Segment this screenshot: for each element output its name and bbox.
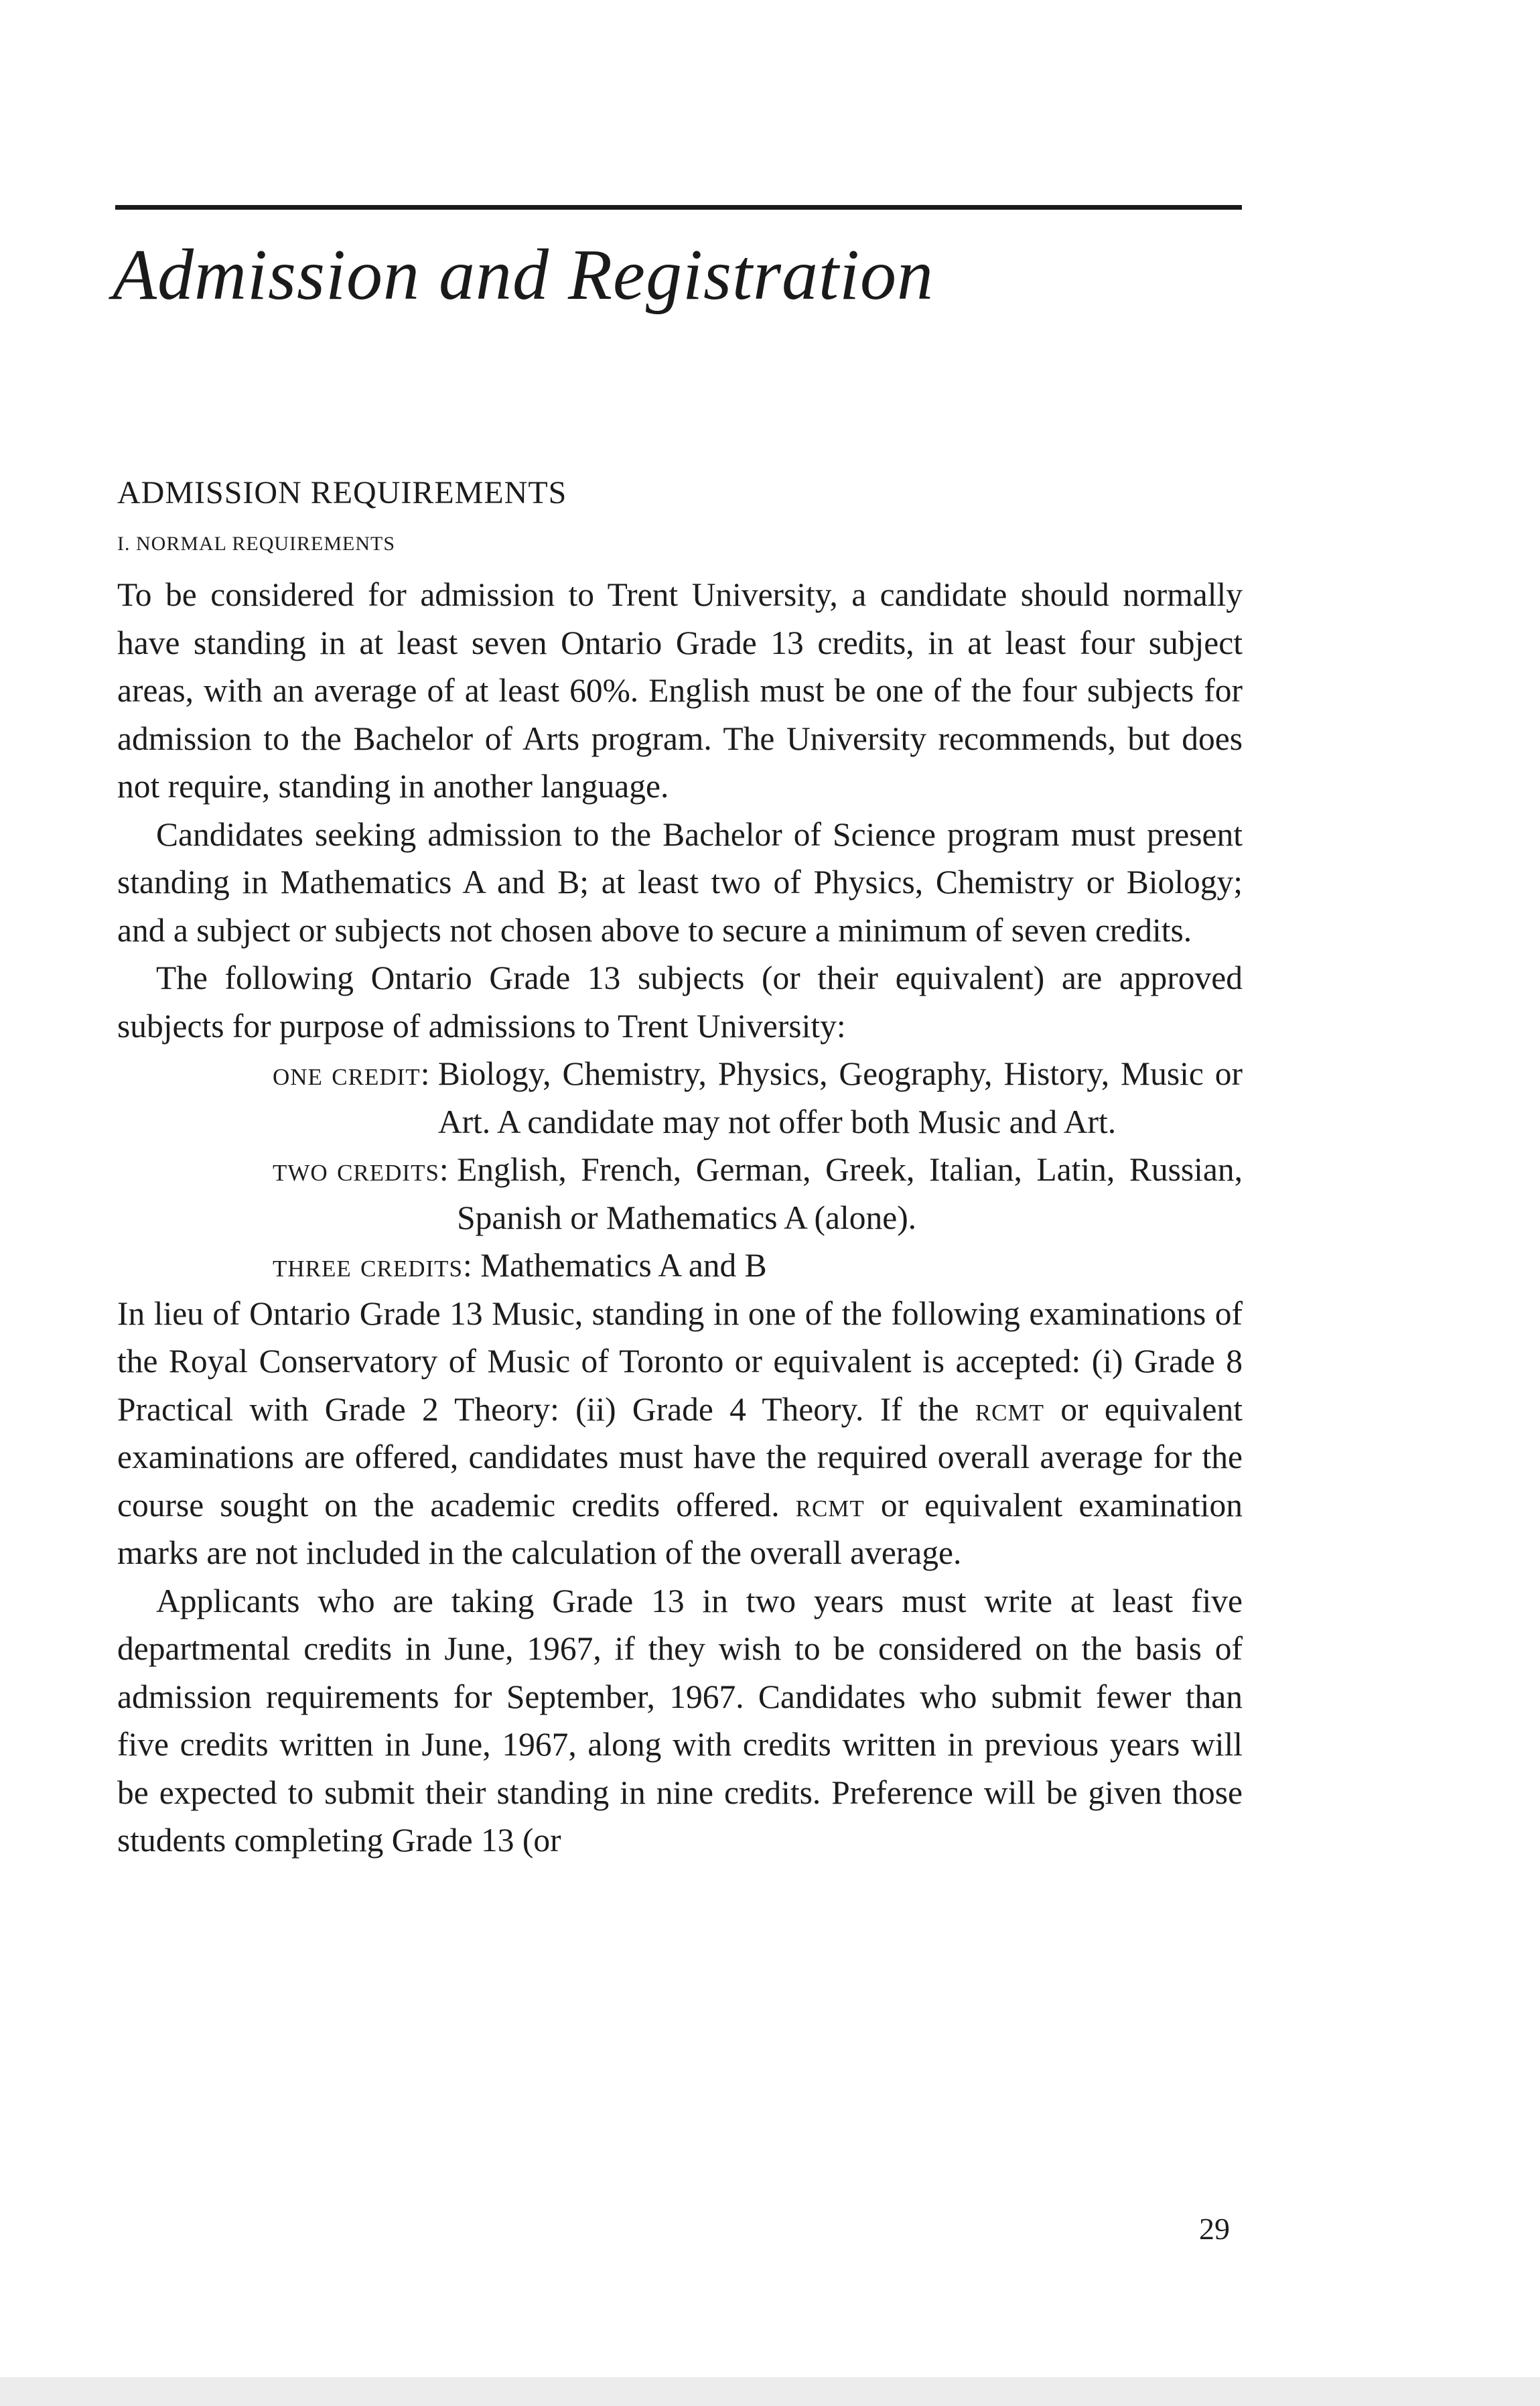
title-rule: [115, 205, 1242, 210]
credit-label-one: one credit: [273, 1055, 421, 1092]
body-text: [117, 571, 1243, 1865]
paragraph-two-year-applicants: Applicants who are taking Grade 13 in two years must write at least five departmental credits in June, 1967, if they wish to be considered on the basis of admission requirements for September, 1967. Candidates who submit fewer than five credits written in June, 1967, along with credits written in previous years will be expected to submit their standing in nine credits. Preference will be given those students completing Grade 13 (or: [117, 1582, 1243, 1859]
paragraph-approved-subjects: The following Ontario Grade 13 subjects (or their equivalent) are approved subjects for purpose of admissions to Trent University:: [117, 959, 1243, 1045]
scan-edge-strip: [0, 2377, 1540, 2406]
page-number: 29: [1199, 2212, 1230, 2246]
chapter-title: Admission and Registration: [113, 235, 934, 315]
section-heading: ADMISSION REQUIREMENTS: [117, 475, 567, 511]
rcmt-abbrev: rcmt: [975, 1390, 1044, 1428]
credit-label-three: three credits: [273, 1247, 463, 1284]
credit-item-two: two credits: English, French, German, Greek, Italian, Latin, Russian, Spanish or Mathematics A (alone).: [117, 1146, 1243, 1242]
subsection-heading: I. NORMAL REQUIREMENTS: [117, 533, 396, 555]
paragraph-bachelor-of-science: Candidates seeking admission to the Bachelor of Science program must present standing in Mathematics A and B; at least two of Physics, Chemistry or Biology; and a subject or subjects not chosen above to secure a minimum of seven credits.: [117, 815, 1243, 949]
credit-item-three: three credits: Mathematics A and B: [273, 1247, 767, 1284]
paragraph-music-equivalents: In lieu of Ontario Grade 13 Music, standing in one of the following examinations of the Royal Conservatory of Music of Toronto or equivalent is accepted: (i) Grade 8 Practical with Grade 2 Theory: (ii) Grade 4 Theory. If the rcmt or equivalent examinations are offered, candidates must have the required overall average for the course sought on the academic credits offered. rcmt or equivalent examination marks are not included in the calculation of the overall average.: [117, 1294, 1243, 1571]
credits-list: [117, 1050, 1243, 1290]
paragraph-normal-requirements: To be considered for admission to Trent University, a candidate should normally have standing in at least seven Ontario Grade 13 credits, in at least four subject areas, with an average of at least 60%. English must be one of the four subjects for admission to the Bachelor of Arts program. The University recommends, but does not require, standing in another language.: [117, 576, 1243, 805]
credit-label-two: two credits: [273, 1151, 439, 1188]
credit-text-three: Mathematics A and B: [480, 1247, 767, 1284]
credit-item-one: one credit: Biology, Chemistry, Physics, Geography, History, Music or Art. A candidate may not offer both Music and Art.: [117, 1050, 1243, 1146]
credit-text-two: English, French, German, Greek, Italian, Latin, Russian, Spanish or Mathematics A (alone).: [457, 1151, 1243, 1236]
rcmt-abbrev: rcmt: [795, 1486, 865, 1524]
credit-text-one: Biology, Chemistry, Physics, Geography, History, Music or Art. A candidate may not offer both Music and Art.: [437, 1055, 1243, 1140]
